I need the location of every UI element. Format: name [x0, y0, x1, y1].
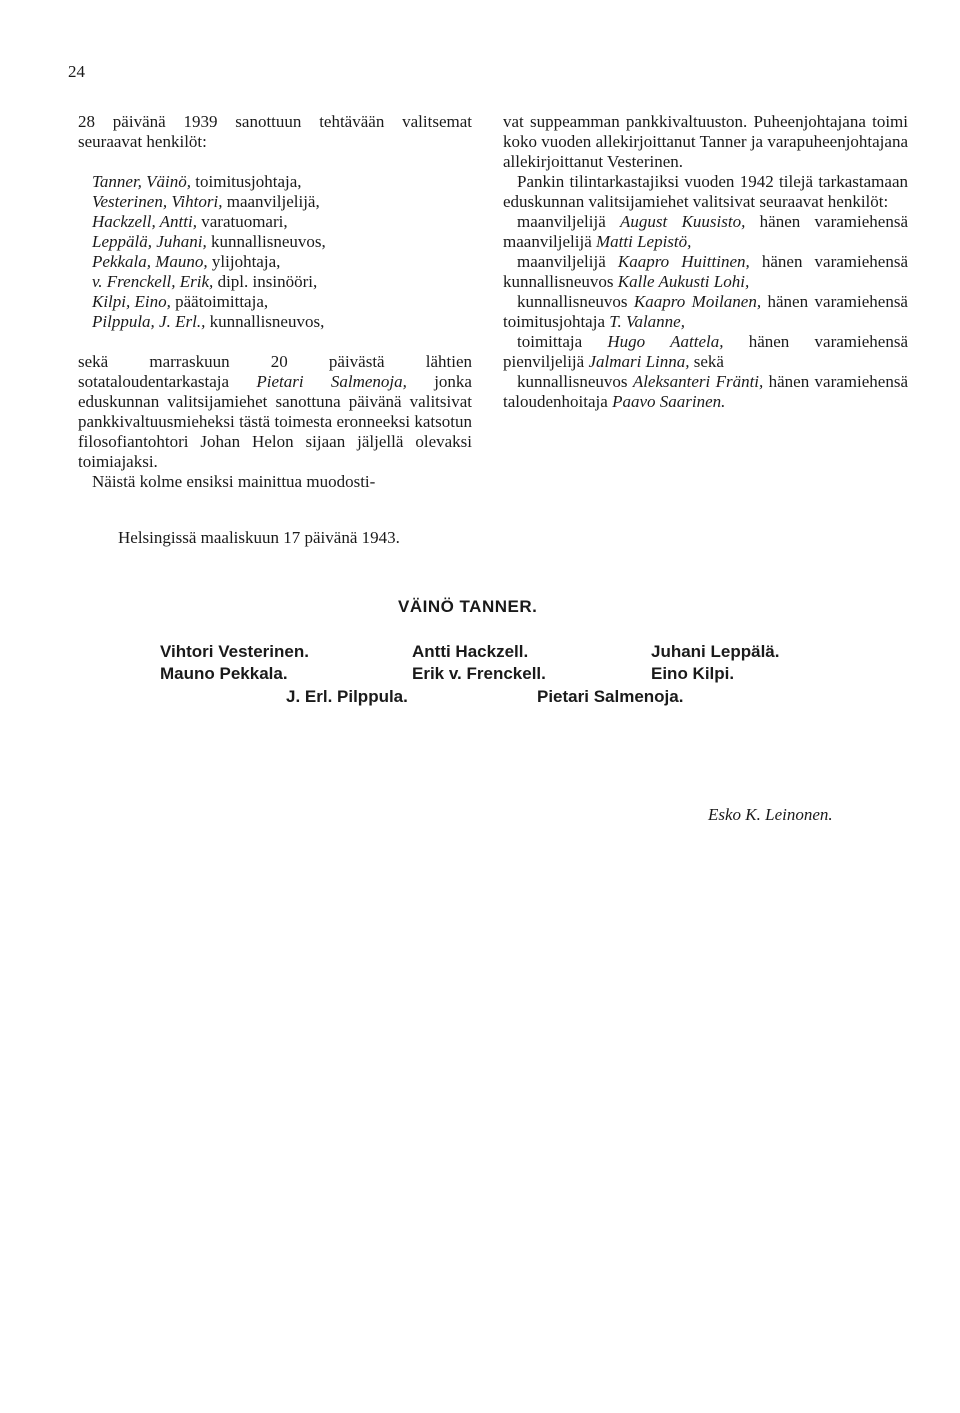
auditor-entry: maanviljelijä August Kuusisto, hänen varamiehensä maanviljelijä Matti Lepistö, [503, 212, 908, 251]
council-member-list [78, 172, 472, 332]
signature: Antti Hackzell. [412, 642, 529, 661]
right-column [503, 112, 908, 492]
place-and-date: Helsingissä maaliskuun 17 päivänä 1943. [118, 528, 400, 547]
signature: Eino Kilpi. [651, 664, 735, 683]
list-item: Hackzell, Antti, varatuomari, [92, 212, 288, 231]
list-item: Kilpi, Eino, päätoimittaja, [92, 292, 269, 311]
auditor-entry: maanviljelijä Kaapro Huittinen, hänen varamiehensä kunnallisneuvos Kalle Aukusti Lohi, [503, 252, 908, 291]
list-item: Pekkala, Mauno, ylijohtaja, [92, 252, 281, 271]
page-number: 24 [68, 62, 85, 81]
list-item: Vesterinen, Vihtori, maanviljelijä, [92, 192, 320, 211]
committee-paragraph: Näistä kolme ensiksi mainittua muodosti- [92, 472, 376, 491]
list-item: Pilppula, J. Erl., kunnallisneuvos, [92, 312, 325, 331]
auditor-entry: kunnallisneuvos Aleksanteri Fränti, hänen varamiehensä taloudenhoitaja Paavo Saarinen. [503, 372, 908, 411]
chairman-signature: VÄINÖ TANNER. [398, 597, 538, 616]
auditors-intro: Pankin tilintarkastajiksi vuoden 1942 tilejä tarkastamaan eduskunnan valitsijamiehet valitsivat seuraavat henkilöt: [503, 172, 908, 211]
secretary-signature: Esko K. Leinonen. [708, 805, 833, 824]
signature: Mauno Pekkala. [160, 664, 288, 683]
left-column [78, 112, 472, 492]
list-item: v. Frenckell, Erik, dipl. insinööri, [92, 272, 318, 291]
auditor-entry: toimittaja Hugo Aattela, hänen varamiehensä pienviljelijä Jalmari Linna, sekä [503, 332, 908, 371]
signature: Vihtori Vesterinen. [160, 642, 309, 661]
list-item: Leppälä, Juhani, kunnallisneuvos, [92, 232, 326, 251]
signature: Pietari Salmenoja. [537, 687, 684, 706]
additional-member-paragraph: sekä marraskuun 20 päivästä lähtien sotataloudentarkastaja Pietari Salmenoja, jonka eduskunnan valitsijamiehet sanottuna päivänä valitsivat pankkivaltuusmieheksi tästä toimesta eronneeksi katsotun filosofiantohtori Johan Helon sijaan jäljellä olevaksi toimiajaksi. [78, 352, 472, 471]
signature: J. Erl. Pilppula. [286, 687, 408, 706]
auditor-entry: kunnallisneuvos Kaapro Moilanen, hänen varamiehensä toimitusjohtaja T. Valanne, [503, 292, 908, 331]
committee-continuation: vat suppeamman pankkivaltuuston. Puheenjohtajana toimi koko vuoden allekirjoittanut Tanner ja varapuheenjohtajana allekirjoittanut Vesterinen. [503, 112, 908, 171]
intro-paragraph: 28 päivänä 1939 sanottuun tehtävään valitsemat seuraavat henkilöt: [78, 112, 472, 151]
signature: Erik v. Frenckell. [412, 664, 546, 683]
signature: Juhani Leppälä. [651, 642, 780, 661]
text-columns [78, 112, 908, 492]
list-item: Tanner, Väinö, toimitusjohtaja, [92, 172, 302, 191]
